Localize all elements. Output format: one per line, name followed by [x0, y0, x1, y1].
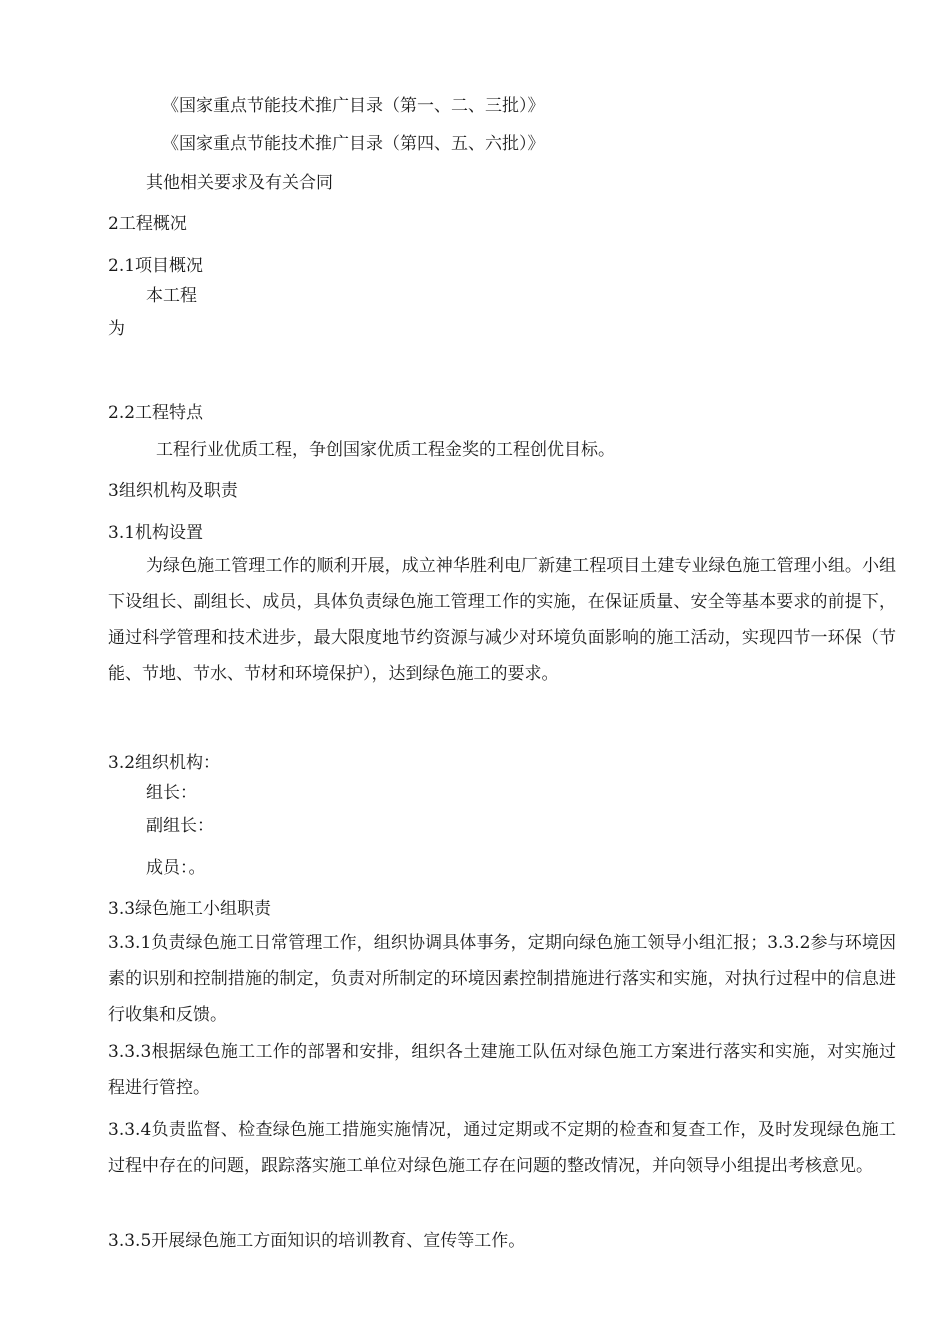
duty-3-3-4-paragraph: 3.3.4负责监督、检查绿色施工措施实施情况，通过定期或不定期的检查和复查工作，及时发现绿色施工过程中存在的问题，跟踪落实施工单位对绿色施工存在问题的整改情况，并向领导小组提出考核意见。 [108, 1120, 896, 1176]
project-overview-line-2: 为 [108, 319, 125, 339]
duty-3-3-1-paragraph: 3.3.1负责绿色施工日常管理工作，组织协调具体事务，定期向绿色施工领导小组汇报；3.3.2参与环境因素的识别和控制措施的制定，负责对所制定的环境因素控制措施进行落实和实施，对执行过程中的信息进行收集和反馈。 [108, 933, 896, 1025]
section-2-heading: 2工程概况 [108, 214, 187, 234]
duty-3-3-5-line: 3.3.5开展绿色施工方面知识的培训教育、宣传等工作。 [108, 1231, 526, 1251]
group-leader-line: 组长： [146, 783, 197, 803]
duty-3-3-3-paragraph: 3.3.3根据绿色施工工作的部署和安排，组织各土建施工队伍对绿色施工方案进行落实和实施，对实施过程进行管控。 [108, 1042, 896, 1098]
project-features-text: 工程行业优质工程，争创国家优质工程金奖的工程创优目标。 [156, 440, 615, 460]
project-overview-line-1: 本工程 [146, 286, 197, 306]
reference-line-2: 《国家重点节能技术推广目录（第四、五、六批）》 [162, 134, 545, 154]
section-2-1-heading: 2.1项目概况 [108, 256, 204, 276]
reference-line-1: 《国家重点节能技术推广目录（第一、二、三批）》 [162, 96, 545, 116]
section-3-heading: 3组织机构及职责 [108, 481, 238, 501]
organization-setup-paragraph: 为绿色施工管理工作的顺利开展，成立神华胜利电厂新建工程项目土建专业绿色施工管理小组。小组下设组长、副组长、成员，具体负责绿色施工管理工作的实施，在保证质量、安全等基本要求的前提下，通过科学管理和技术进步，最大限度地节约资源与减少对环境负面影响的施工活动，实现四节一环保（节能、节地、节水、节材和环境保护），达到绿色施工的要求。 [108, 556, 896, 684]
reference-line-3: 其他相关要求及有关合同 [146, 173, 333, 193]
section-3-2-heading: 3.2组织机构： [108, 753, 221, 773]
vice-leader-line: 副组长： [146, 816, 214, 836]
section-3-1-heading: 3.1机构设置 [108, 523, 204, 543]
section-3-3-heading: 3.3绿色施工小组职责 [108, 899, 272, 919]
section-2-2-heading: 2.2工程特点 [108, 403, 204, 423]
members-line: 成员：。 [146, 858, 206, 878]
